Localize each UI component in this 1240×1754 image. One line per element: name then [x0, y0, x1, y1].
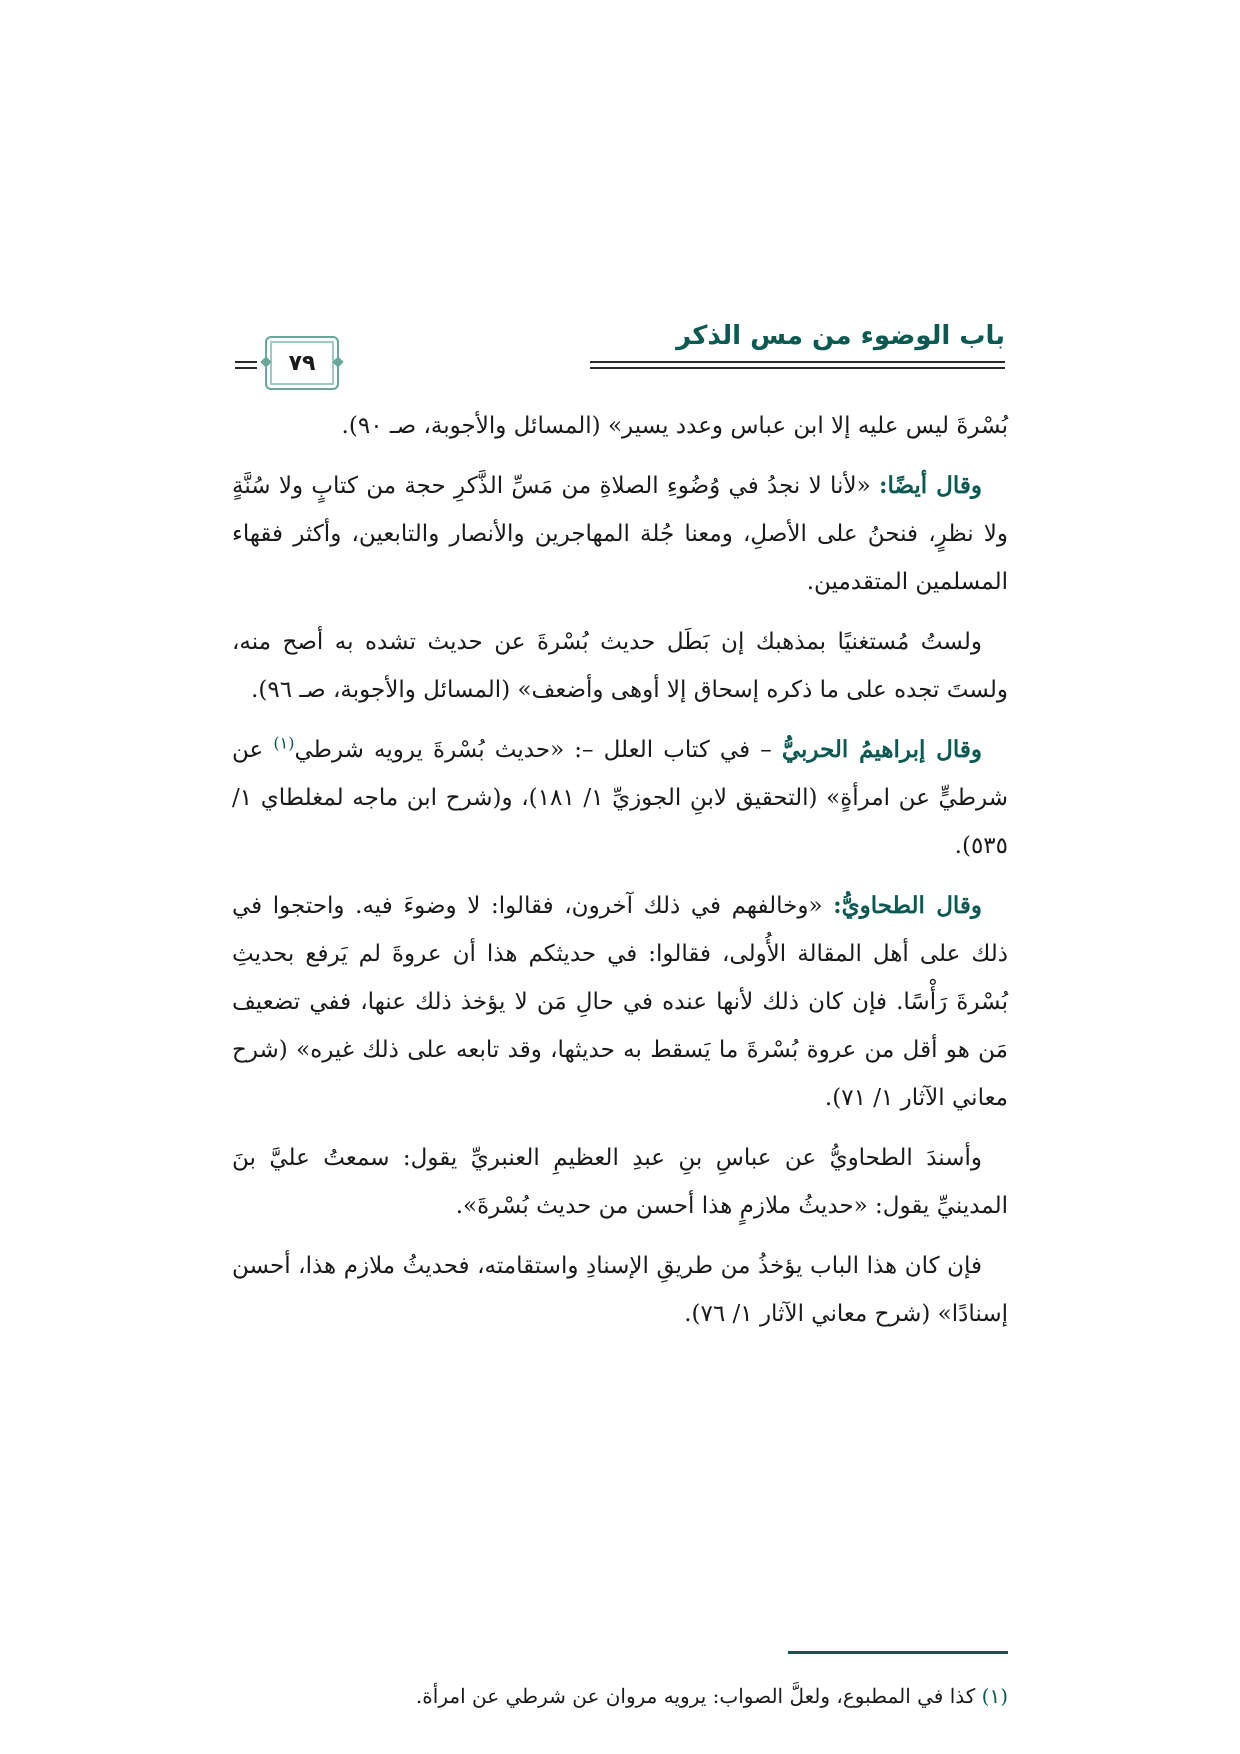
paragraph-text: فإن كان هذا الباب يؤخذُ من طريقِ الإسنادِ واستقامته، فحديثُ ملازم هذا، أحسن إسنادًا» (شرح معاني الآثار ١/ ٧٦). — [232, 1253, 1008, 1327]
paragraph-text: «وخالفهم في ذلك آخرون، فقالوا: لا وضوءَ فيه. واحتجوا في ذلك على أهل المقالة الأُولى، فقالوا: في حديثكم هذا أن عروةَ لم يَرفع بحديثِ بُسْرةَ رَأْسًا. فإن كان ذلك لأنها عنده في حالِ مَن لا يؤخذ ذلك عنها، ففي تضعيف مَن هو أقل من عروة بُسْرةَ ما يَسقط به حديثها، وقد تابعه على ذلك غيره» (شرح معاني الآثار ١/ ٧١). — [232, 893, 1008, 1111]
header-rule — [590, 367, 1005, 369]
page-number: ٧٩ — [288, 350, 316, 376]
paragraph-text: – في كتاب العلل –: «حديث بُسْرةَ يرويه شرطي — [294, 737, 782, 763]
footnote-mark: (١) — [981, 1684, 1008, 1708]
paragraph — [232, 1134, 1008, 1230]
paragraph — [232, 1242, 1008, 1338]
paragraph-text: وأسندَ الطحاويُّ عن عباسِ بنِ عبدِ العظيمِ العنبريِّ يقول: سمعتُ عليَّ بنَ المدينيِّ يقول: «حديثُ ملازمٍ هذا أحسن من حديث بُسْرةَ». — [232, 1145, 1008, 1219]
paragraph — [232, 462, 1008, 606]
body-text — [232, 402, 1008, 1350]
paragraph-text: بُسْرةَ ليس عليه إلا ابن عباس وعدد يسير» (المسائل والأجوبة، صـ ٩٠). — [341, 413, 1008, 439]
speaker-lead: وقال إبراهيمُ الحربيُّ — [781, 736, 983, 763]
speaker-lead: وقال الطحاويُّ: — [833, 892, 983, 919]
paragraph-text: «لأنا لا نجدُ في وُضُوءِ الصلاةِ من مَسِّ الذَّكرِ حجة من كتابٍ ولا سُنَّةٍ ولا نظرٍ، فنحنُ على الأصلِ، ومعنا جُلة المهاجرين والأنصار والتابعين، وأكثر فقهاء المسلمين المتقدمين. — [232, 473, 1008, 595]
footnote-reference[interactable]: (١) — [273, 733, 295, 753]
footnote-text: كذا في المطبوع، ولعلَّ الصواب: يرويه مروان عن شرطي عن امرأة. — [415, 1684, 982, 1708]
paragraph — [232, 726, 1008, 870]
paragraph — [232, 882, 1008, 1122]
page-header — [235, 318, 1005, 386]
page-number-frame — [265, 336, 339, 390]
footnote-separator — [788, 1651, 1008, 1654]
paragraph-text: ولستُ مُستغنيًا بمذهبك إن بَطَل حديث بُسْرةَ عن حديث تشده به أصح منه، ولستَ تجده على ما ذكره إسحاق إلا أوهى وأضعف» (المسائل والأجوبة، صـ ٩٦). — [232, 629, 1008, 703]
header-rule — [235, 367, 257, 369]
paragraph — [232, 618, 1008, 714]
running-title: باب الوضوء من مس الذكر — [676, 321, 1005, 351]
speaker-lead: وقال أيضًا: — [878, 472, 983, 499]
header-rule — [235, 361, 257, 363]
header-rule — [590, 361, 1005, 363]
paragraph-text: عن شرطيٍّ عن امرأةٍ» (التحقيق لابنِ الجوزيِّ ١/ ١٨١)، و(شرح ابن ماجه لمغلطاي ١/ ٥٣٥). — [232, 737, 1008, 859]
paragraph — [232, 402, 1008, 450]
footnote — [232, 1678, 1008, 1714]
